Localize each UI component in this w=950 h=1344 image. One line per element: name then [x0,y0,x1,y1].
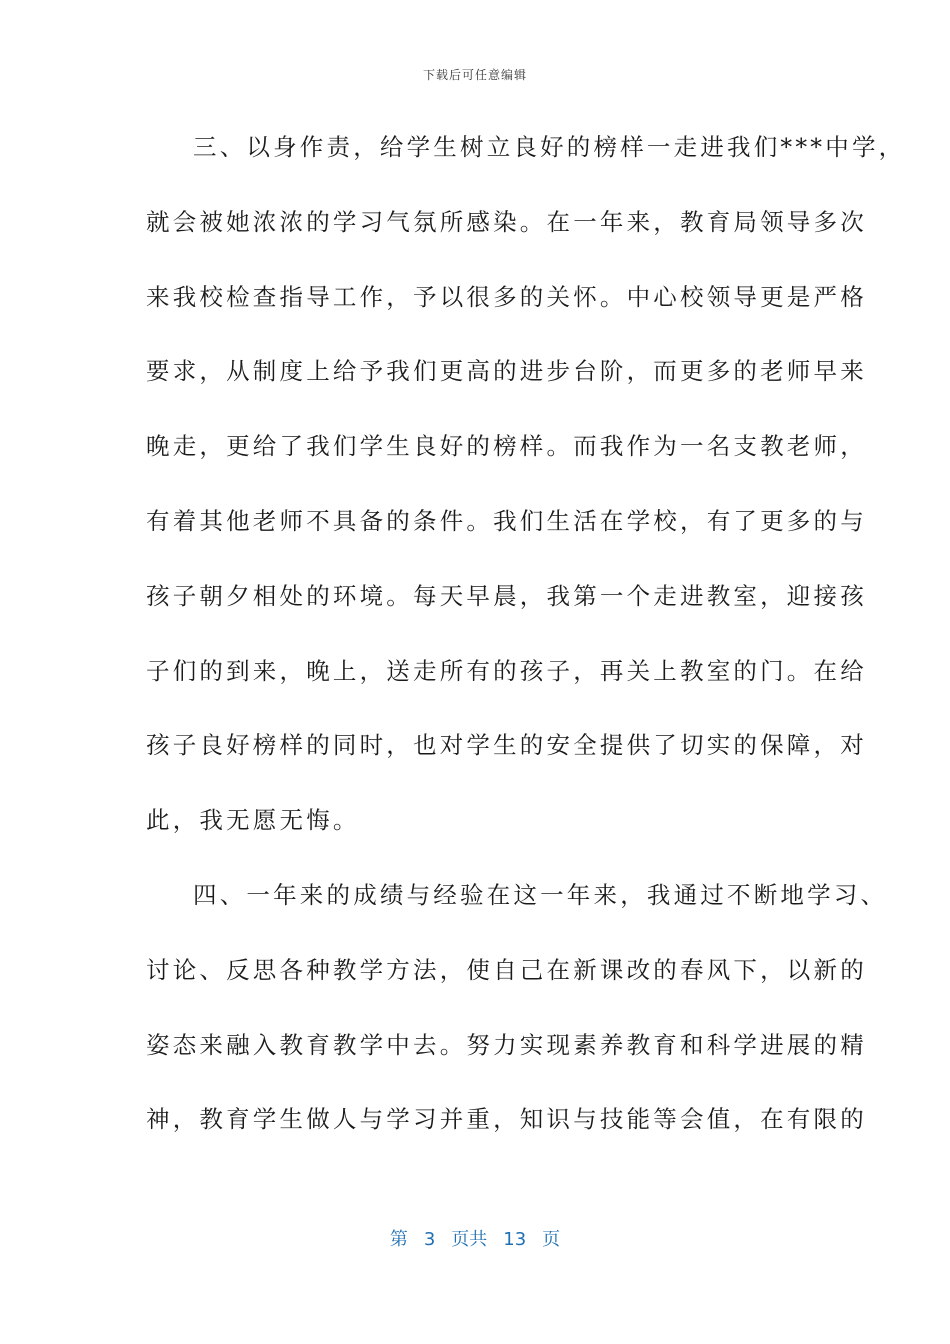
text-line: 孩子良好榜样的同时，也对学生的安全提供了切实的保障，对 [146,731,867,760]
text-line: 晚走，更给了我们学生良好的榜样。而我作为一名支教老师， [146,432,867,461]
text-line: 此，我无愿无悔。 [146,806,360,835]
document-body [146,127,906,1174]
current-page-number: 3 [423,1229,436,1250]
footer-middle: 页共 [451,1229,488,1250]
text-line: 三、以身作责，给学生树立良好的榜样一走进我们***中学， [193,133,906,161]
text-line: 有着其他老师不具备的条件。我们生活在学校，有了更多的与 [146,506,867,535]
footer-suffix: 页 [542,1229,561,1250]
page-footer [0,1225,950,1251]
header-note: 下载后可任意编辑 [422,68,527,82]
footer-prefix: 第 [389,1229,408,1250]
text-line: 孩子朝夕相处的环境。每天早晨，我第一个走进教室，迎接孩 [146,581,867,610]
text-line: 姿态来融入教育教学中去。努力实现素养教育和科学进展的精 [146,1030,867,1059]
text-line: 就会被她浓浓的学习气氛所感染。在一年来，教育局领导多次 [146,207,867,236]
text-line: 子们的到来，晚上，送走所有的孩子，再关上教室的门。在给 [146,656,867,685]
text-line: 来我校检查指导工作，予以很多的关怀。中心校领导更是严格 [146,282,867,311]
total-pages-number: 13 [503,1229,527,1250]
text-line: 要求，从制度上给予我们更高的进步台阶，而更多的老师早来 [146,357,867,386]
text-line: 讨论、反思各种教学方法，使自己在新课改的春风下，以新的 [146,955,867,984]
text-line: 神，教育学生做人与学习并重，知识与技能等会值，在有限的 [146,1105,867,1134]
text-line: 四、一年来的成绩与经验在这一年来，我通过不断地学习、 [193,880,888,909]
